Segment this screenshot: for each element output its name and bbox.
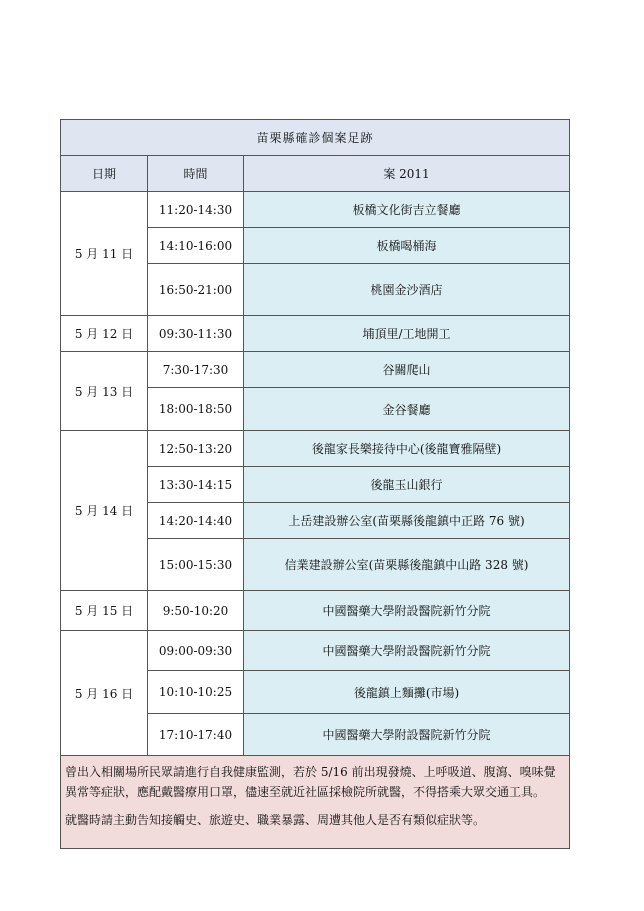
date-cell: 5 月 15 日 xyxy=(61,591,148,631)
place-cell: 後龍鎮上麵攤(市場) xyxy=(244,671,570,714)
time-cell: 10:10-10:25 xyxy=(148,671,244,714)
date-cell: 5 月 12 日 xyxy=(61,316,148,352)
place-cell: 板橋文化街吉立餐廳 xyxy=(244,192,570,228)
place-cell: 埔頂里/工地開工 xyxy=(244,316,570,352)
notice-paragraph: 就醫時請主動告知接觸史、旅遊史、職業暴露、周遭其他人是否有類似症狀等。 xyxy=(65,813,486,827)
place-cell: 桃園金沙酒店 xyxy=(244,264,570,316)
time-cell: 09:00-09:30 xyxy=(148,631,244,671)
time-cell: 9:50-10:20 xyxy=(148,591,244,631)
place-cell: 板橋喝桶海 xyxy=(244,228,570,264)
table-row xyxy=(61,631,570,671)
time-cell: 09:30-11:30 xyxy=(148,316,244,352)
table-row xyxy=(61,192,570,228)
table-row xyxy=(61,316,570,352)
time-cell: 7:30-17:30 xyxy=(148,352,244,388)
time-cell: 12:50-13:20 xyxy=(148,431,244,467)
place-cell: 谷關爬山 xyxy=(244,352,570,388)
header-case: 案 2011 xyxy=(244,156,570,192)
time-cell: 14:10-16:00 xyxy=(148,228,244,264)
place-cell: 金谷餐廳 xyxy=(244,388,570,431)
time-cell: 16:50-21:00 xyxy=(148,264,244,316)
table-row xyxy=(61,431,570,467)
place-cell: 中國醫藥大學附設醫院新竹分院 xyxy=(244,714,570,756)
time-cell: 14:20-14:40 xyxy=(148,503,244,539)
health-notice xyxy=(61,756,570,849)
header-date: 日期 xyxy=(61,156,148,192)
time-cell: 15:00-15:30 xyxy=(148,539,244,591)
time-cell: 17:10-17:40 xyxy=(148,714,244,756)
date-cell: 5 月 11 日 xyxy=(61,192,148,316)
time-cell: 13:30-14:15 xyxy=(148,467,244,503)
table-row xyxy=(61,591,570,631)
place-cell: 上岳建設辦公室(苗栗縣後龍鎮中正路 76 號) xyxy=(244,503,570,539)
place-cell: 信業建設辦公室(苗栗縣後龍鎮中山路 328 號) xyxy=(244,539,570,591)
place-cell: 中國醫藥大學附設醫院新竹分院 xyxy=(244,631,570,671)
date-cell: 5 月 14 日 xyxy=(61,431,148,591)
table-title: 苗栗縣確診個案足跡 xyxy=(61,120,570,156)
notice-paragraph: 曾出入相關場所民眾請進行自我健康監測，若於 5/16 前出現發燒、上呼吸道、腹瀉、嗅味覺異常等症狀，應配戴醫療用口罩，儘速至就近社區採檢院所就醫，不得搭乘大眾交通工具。 xyxy=(65,765,556,799)
time-cell: 18:00-18:50 xyxy=(148,388,244,431)
place-cell: 後龍玉山銀行 xyxy=(244,467,570,503)
header-time: 時間 xyxy=(148,156,244,192)
date-cell: 5 月 13 日 xyxy=(61,352,148,431)
footprint-table xyxy=(60,119,570,849)
table-row xyxy=(61,352,570,388)
place-cell: 後龍家長樂接待中心(後龍寶雅隔壁) xyxy=(244,431,570,467)
place-cell: 中國醫藥大學附設醫院新竹分院 xyxy=(244,591,570,631)
time-cell: 11:20-14:30 xyxy=(148,192,244,228)
date-cell: 5 月 16 日 xyxy=(61,631,148,756)
